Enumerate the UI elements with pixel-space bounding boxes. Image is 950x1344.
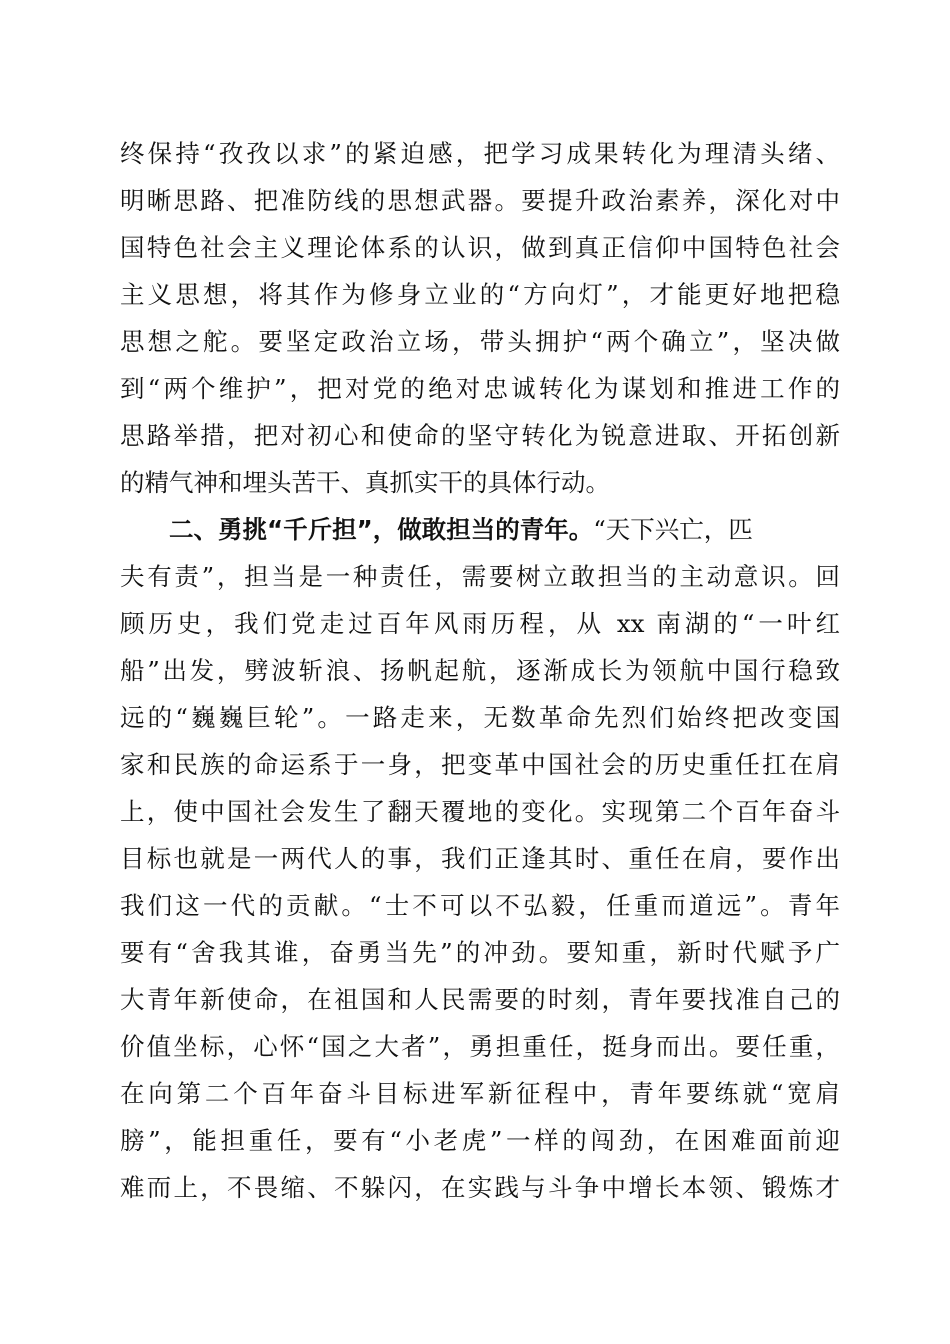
text-line: 远的“巍巍巨轮”。一路走来，无数革命先烈们始终把改变国 xyxy=(120,703,840,732)
text-line: 船”出发，劈波斩浪、扬帆起航，逐渐成长为领航中国行稳致 xyxy=(120,656,840,685)
text-line: 难而上，不畏缩、不躲闪，在实践与斗争中增长本领、锻炼才 xyxy=(120,1173,840,1202)
text-line: 目标也就是一两代人的事，我们正逢其时、重任在肩，要作出 xyxy=(120,844,840,873)
text-line: 夫有责”，担当是一种责任，需要树立敢担当的主动意识。回 xyxy=(120,562,840,591)
text-line: 我们这一代的贡献。“士不可以不弘毅，任重而道远”。青年 xyxy=(120,891,840,920)
text-line: 明晰思路、把准防线的思想武器。要提升政治素养，深化对中 xyxy=(120,186,840,215)
text-line: 国特色社会主义理论体系的认识，做到真正信仰中国特色社会 xyxy=(120,233,840,262)
section-heading-line xyxy=(120,506,840,553)
text-line: 膀”，能担重任，要有“小老虎”一样的闯劲，在困难面前迎 xyxy=(120,1126,840,1155)
text-line: 主义思想，将其作为修身立业的“方向灯”，才能更好地把稳 xyxy=(120,280,840,309)
text-line: 上，使中国社会发生了翻天覆地的变化。实现第二个百年奋斗 xyxy=(120,797,840,826)
text-line: 思路举措，把对初心和使命的坚守转化为锐意进取、开拓创新 xyxy=(120,421,840,450)
text-line: 要有“舍我其谁，奋勇当先”的冲劲。要知重，新时代赋予广 xyxy=(120,938,840,967)
text-line: 思想之舵。要坚定政治立场，带头拥护“两个确立”，坚决做 xyxy=(120,327,840,356)
text-line: 的精气神和埋头苦干、真抓实干的具体行动。 xyxy=(120,468,610,497)
text-line: 家和民族的命运系于一身，把变革中国社会的历史重任扛在肩 xyxy=(120,750,840,779)
body-text xyxy=(120,130,840,1211)
text-line: 价值坐标，心怀“国之大者”，勇担重任，挺身而出。要任重， xyxy=(120,1032,840,1061)
text-run: “天下兴亡，匹 xyxy=(593,515,753,544)
section-heading: 二、勇挑“千斤担”，做敢担当的青年。 xyxy=(169,515,594,544)
text-line: 在向第二个百年奋斗目标进军新征程中，青年要练就“宽肩 xyxy=(120,1079,840,1108)
text-line: 大青年新使命，在祖国和人民需要的时刻，青年要找准自己的 xyxy=(120,985,840,1014)
text-line: 终保持“孜孜以求”的紧迫感，把学习成果转化为理清头绪、 xyxy=(120,139,840,168)
text-line: 到“两个维护”，把对党的绝对忠诚转化为谋划和推进工作的 xyxy=(120,374,840,403)
text-line: 顾历史，我们党走过百年风雨历程，从 xx 南湖的“一叶红 xyxy=(120,609,840,638)
